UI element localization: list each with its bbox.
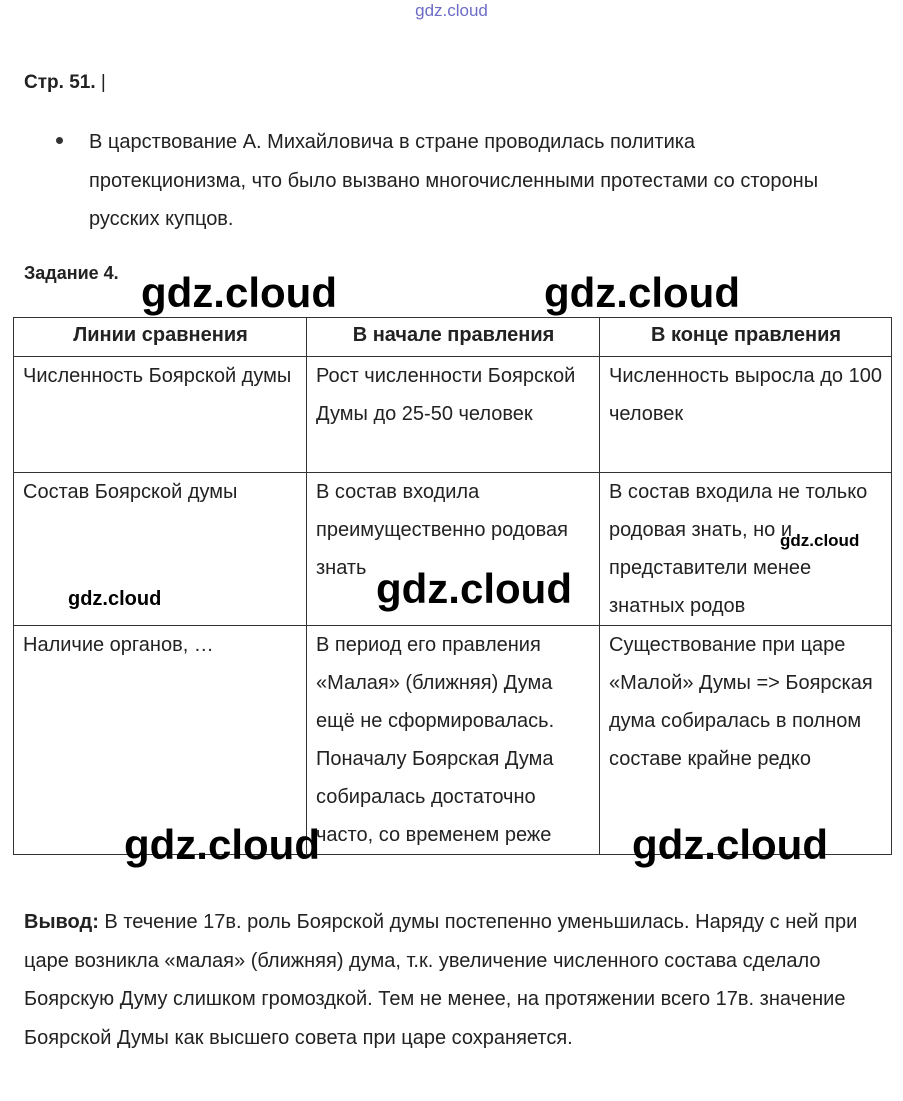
table-header-cell: В конце правления (600, 318, 892, 357)
table-cell: В состав входила не только родовая знать, но и представители менее знатных родов (600, 473, 892, 626)
table-cell: Численность Боярской думы (14, 357, 307, 473)
table-cell: В состав входила преимущественно родовая знать (307, 473, 600, 626)
page-ref-label: Стр. 51. (24, 72, 96, 93)
watermark: gdz.cloud (68, 588, 162, 610)
table-cell: Рост численности Боярской Думы до 25-50 человек (307, 357, 600, 473)
watermark: gdz.cloud (124, 821, 320, 868)
page-ref-cursor: | (100, 72, 106, 93)
watermark: gdz.cloud (376, 565, 572, 612)
watermark: gdz.cloud (544, 269, 740, 316)
table-cell: В период его правления «Малая» (ближняя) Дума ещё не сформировалась. Поначалу Боярская Дума собиралась достаточно часто, со временем реже (307, 626, 600, 855)
table-cell: Состав Боярской думы (14, 473, 307, 626)
table-cell: Наличие органов, … (14, 626, 307, 855)
watermark: gdz.cloud (141, 269, 337, 316)
table-header-cell: В начале правления (307, 318, 600, 357)
table-row (14, 357, 892, 473)
table-cell: Существование при царе «Малой» Думы => Боярская дума собиралась в полном составе крайне редко (600, 626, 892, 855)
bullet-text: В царствование А. Михайловича в стране проводилась политика протекционизма, что было вызвано многочисленными протестами со стороны русских купцов. (89, 131, 819, 230)
conclusion-paragraph (24, 903, 884, 1057)
bullet-dot-icon (56, 137, 63, 144)
task-title: Задание 4. (24, 263, 119, 283)
conclusion-text: В течение 17в. роль Боярской думы постепенно уменьшилась. Наряду с ней при царе возникла «малая» (ближняя) дума, т.к. увеличение численного состава сделало Боярскую Думу слишком громоздкой. Тем не менее, на протяжении всего 17в. значение Боярской Думы как высшего совета при царе сохраняется. (24, 911, 858, 1049)
table-header-cell: Линии сравнения (14, 318, 307, 357)
conclusion-label: Вывод: (24, 911, 99, 933)
table-cell: Численность выросла до 100 человек (600, 357, 892, 473)
table-header-row (14, 318, 892, 357)
page-reference (24, 72, 106, 94)
watermark: gdz.cloud (632, 821, 828, 868)
watermark: gdz.cloud (780, 531, 860, 550)
watermark-top: gdz.cloud (415, 1, 488, 20)
